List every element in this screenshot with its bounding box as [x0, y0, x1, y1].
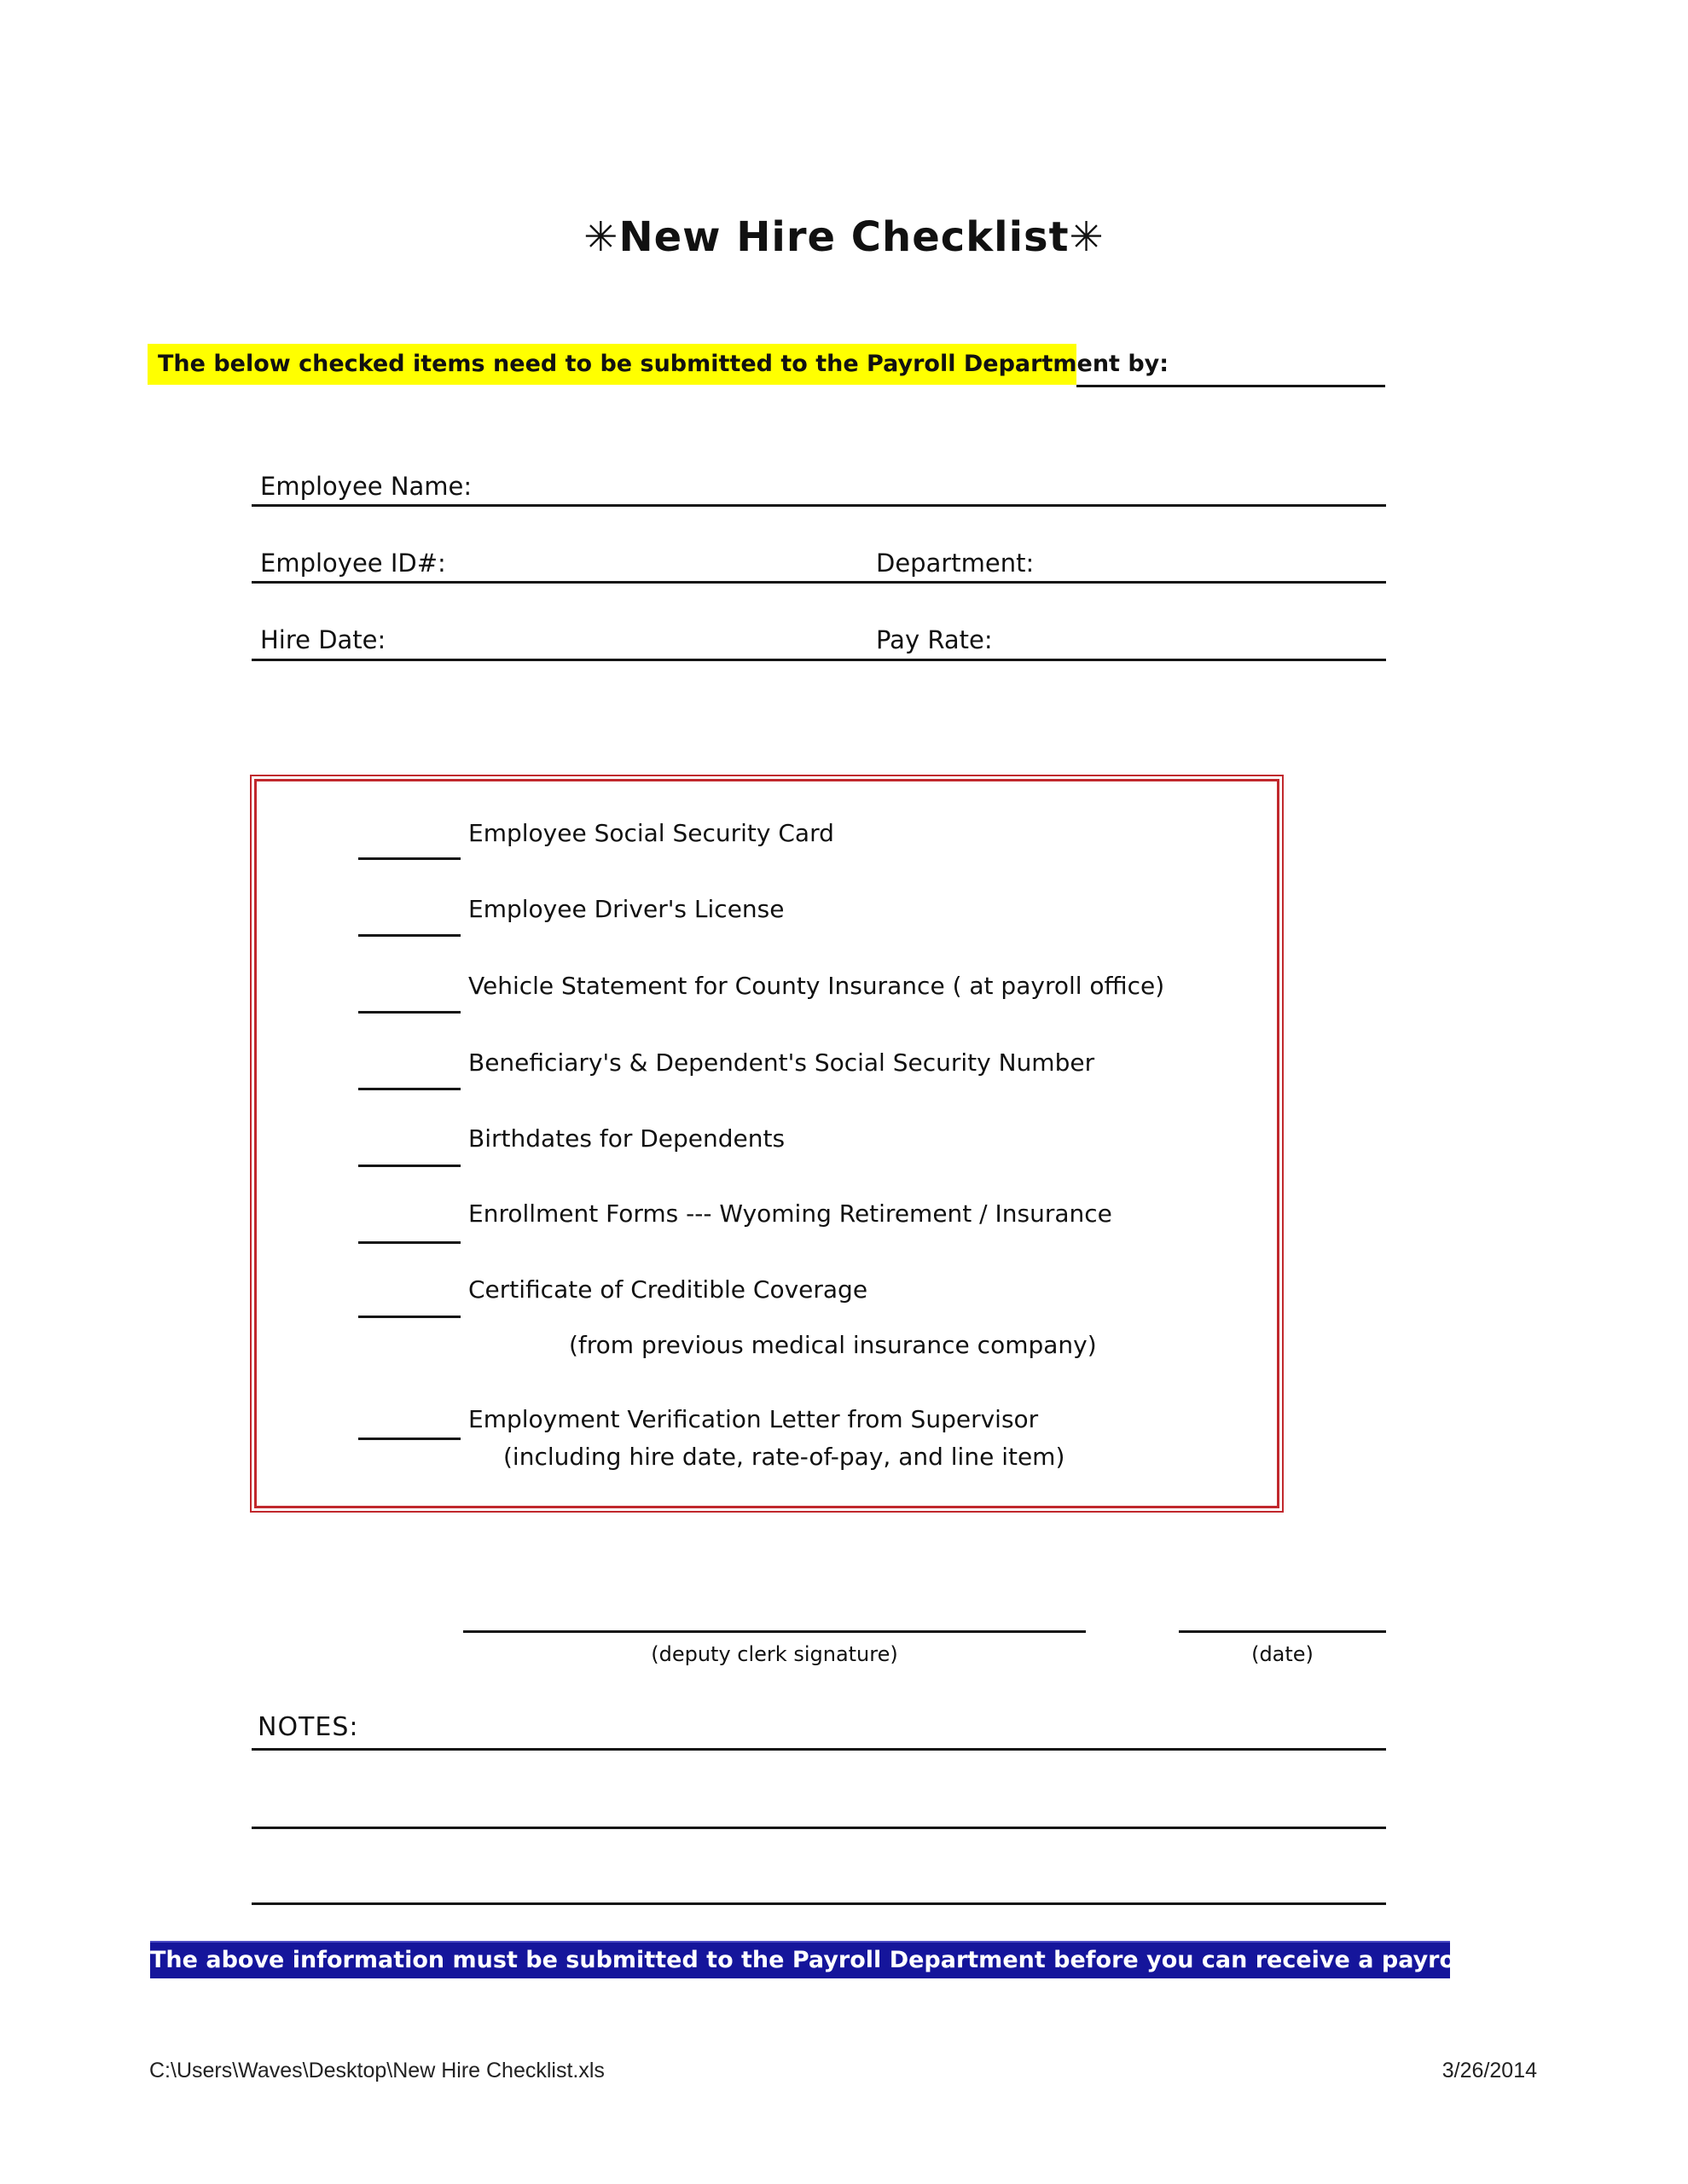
footer-file-path: C:\Users\Waves\Desktop\New Hire Checklist.xls: [149, 2059, 605, 2082]
submit-by-blank-field[interactable]: [1076, 344, 1385, 387]
employee-name-label: Employee Name:: [260, 472, 473, 501]
checklist-item-label: Employee Social Security Card: [468, 819, 834, 847]
pay-rate-label: Pay Rate:: [876, 625, 993, 654]
deputy-clerk-signature-field[interactable]: [463, 1630, 1086, 1633]
checklist-box: [250, 775, 1284, 1513]
checklist-item-label: Enrollment Forms --- Wyoming Retirement / Insurance: [468, 1199, 1112, 1228]
checklist-item-subtext: (including hire date, rate-of-pay, and line item): [503, 1443, 1065, 1471]
page-title: ✳New Hire Checklist✳: [583, 213, 1105, 261]
employee-id-department-field[interactable]: [252, 581, 1386, 584]
checklist-item-blank[interactable]: [358, 1011, 461, 1014]
hire-date-pay-rate-field[interactable]: [252, 659, 1386, 661]
checklist-item-label: Vehicle Statement for County Insurance ( at payroll office): [468, 972, 1165, 1000]
checklist-item-label: Employee Driver's License: [468, 895, 785, 923]
notes-line[interactable]: [252, 1748, 1386, 1751]
date-field[interactable]: [1179, 1630, 1386, 1633]
checklist-item-blank[interactable]: [358, 1241, 461, 1244]
employee-id-label: Employee ID#:: [260, 549, 446, 578]
checklist-item-blank[interactable]: [358, 1316, 461, 1318]
checklist-item-blank[interactable]: [358, 1438, 461, 1440]
checklist-item-label: Employment Verification Letter from Supervisor: [468, 1405, 1039, 1433]
employee-name-field[interactable]: [252, 504, 1386, 507]
checklist-item-blank[interactable]: [358, 1165, 461, 1167]
hire-date-label: Hire Date:: [260, 625, 386, 654]
checklist-item-label: Certificate of Creditible Coverage: [468, 1275, 868, 1304]
department-label: Department:: [876, 549, 1035, 578]
checklist-item-subtext: (from previous medical insurance company): [569, 1331, 1097, 1359]
checklist-item-blank[interactable]: [358, 857, 461, 860]
footer-date: 3/26/2014: [1441, 2059, 1537, 2082]
deputy-clerk-signature-caption: (deputy clerk signature): [651, 1642, 898, 1666]
checklist-item-label: Birthdates for Dependents: [468, 1124, 786, 1153]
notes-line[interactable]: [252, 1902, 1386, 1905]
notes-line[interactable]: [252, 1827, 1386, 1829]
date-caption: (date): [1251, 1642, 1314, 1666]
payroll-warning-banner: The above information must be submitted to the Payroll Department before you can receive a payroll check.: [150, 1941, 1450, 1978]
notes-label: NOTES:: [258, 1712, 359, 1742]
checklist-item-label: Beneficiary's & Dependent's Social Security Number: [468, 1048, 1095, 1077]
checklist-item-blank[interactable]: [358, 1088, 461, 1090]
checklist-item-blank[interactable]: [358, 934, 461, 937]
highlight-instruction: The below checked items need to be submitted to the Payroll Department by:: [148, 344, 1076, 385]
